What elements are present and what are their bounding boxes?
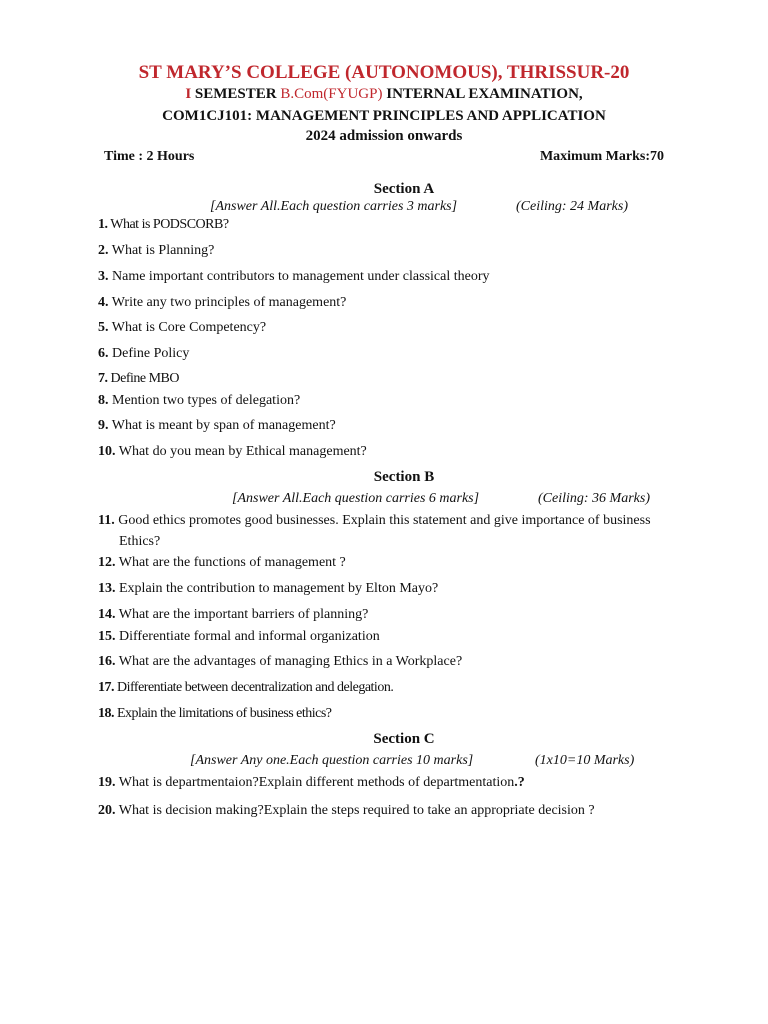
section-b-ceiling: (Ceiling: 36 Marks) <box>538 491 650 506</box>
college-name: ST MARY’S COLLEGE (AUTONOMOUS), THRISSUR-20 <box>138 62 630 83</box>
question-20: 20. What is decision making?Explain the steps required to take an appropriate decision ? <box>98 803 595 818</box>
question-18: 18. Explain the limitations of business ethics? <box>98 706 332 721</box>
section-c-instruction: [Answer Any one.Each question carries 10 marks] <box>190 753 474 768</box>
exam-type: INTERNAL EXAMINATION, <box>382 86 583 102</box>
question-17: 17. Differentiate between decentralization and delegation. <box>98 680 394 695</box>
question-16: 16. What are the advantages of managing Ethics in a Workplace? <box>98 654 463 669</box>
exam-duration: Time : 2 Hours <box>104 149 195 164</box>
question-14: 14. What are the important barriers of planning? <box>98 607 369 622</box>
question-4: 4. Write any two principles of management? <box>98 295 347 310</box>
question-10: 10. What do you mean by Ethical management? <box>98 444 367 459</box>
section-a-title: Section A <box>373 181 435 197</box>
semester-line <box>0 86 768 103</box>
question-13: 13. Explain the contribution to management by Elton Mayo? <box>98 581 439 596</box>
question-11: 11. Good ethics promotes good businesses. Explain this statement and give importance of business Ethics? <box>98 513 651 549</box>
section-c-marks: (1x10=10 Marks) <box>535 753 635 768</box>
course-title: COM1CJ101: MANAGEMENT PRINCIPLES AND APPLICATION <box>162 108 606 124</box>
semester-number: I <box>185 86 192 102</box>
question-15: 15. Differentiate formal and informal organization <box>98 629 380 644</box>
question-5: 5. What is Core Competency? <box>98 320 267 335</box>
section-b-instruction: [Answer All.Each question carries 6 marks] <box>232 491 480 506</box>
question-12: 12. What are the functions of management ? <box>98 555 346 570</box>
semester-word: SEMESTER <box>191 86 281 102</box>
question-3: 3. Name important contributors to management under classical theory <box>98 269 490 284</box>
question-1: 1. What is PODSCORB? <box>98 217 229 232</box>
question-6: 6. Define Policy <box>98 346 190 361</box>
section-a-instruction: [Answer All.Each question carries 3 marks] <box>210 199 458 214</box>
maximum-marks: Maximum Marks:70 <box>539 149 664 164</box>
section-c-title: Section C <box>373 731 435 747</box>
question-2: 2. What is Planning? <box>98 243 215 258</box>
question-8: 8. Mention two types of delegation? <box>98 393 301 408</box>
question-7: 7. Define MBO <box>98 371 179 386</box>
section-b-title: Section B <box>373 469 435 485</box>
question-9: 9. What is meant by span of management? <box>98 418 336 433</box>
section-a-ceiling: (Ceiling: 24 Marks) <box>516 199 628 214</box>
admission-note: 2024 admission onwards <box>305 128 463 144</box>
program-name: B.Com(FYUGP) <box>280 86 383 102</box>
question-19: 19. What is departmentaion?Explain different methods of departmentation.? <box>98 775 525 790</box>
